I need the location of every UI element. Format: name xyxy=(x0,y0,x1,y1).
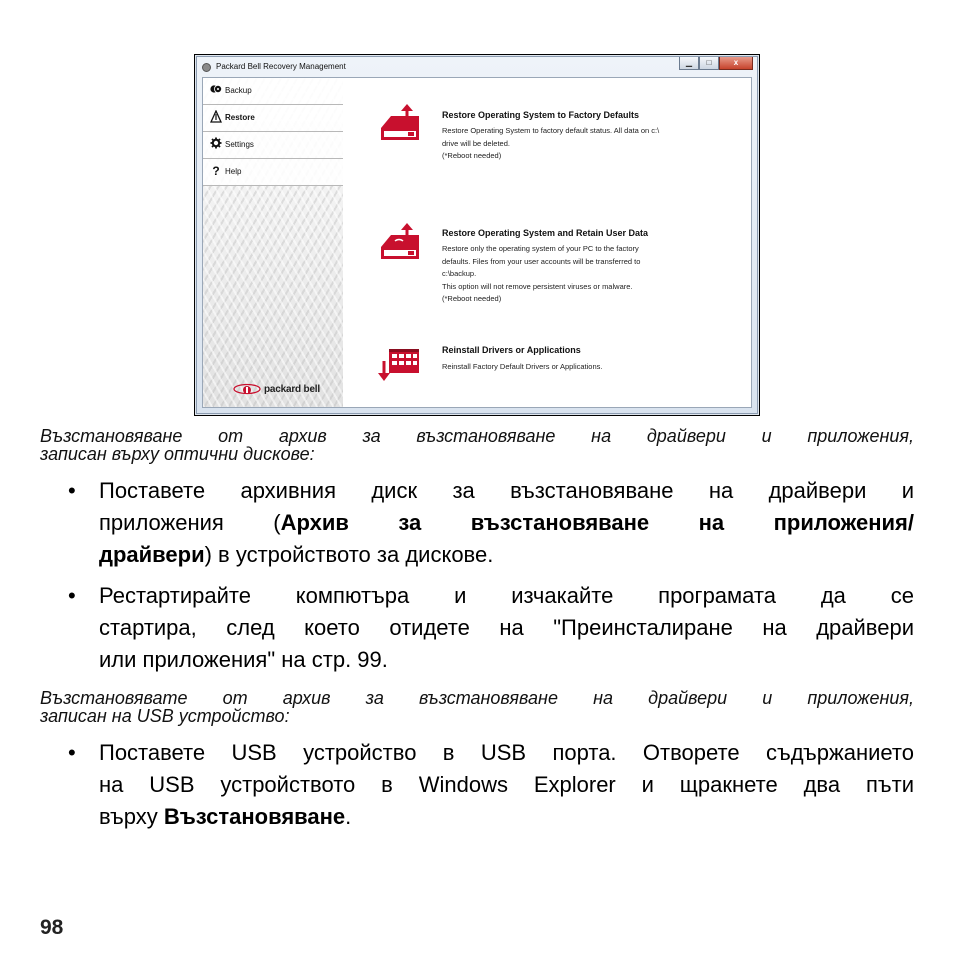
restore-factory-icon xyxy=(377,102,423,148)
sidebar-item-label: Restore xyxy=(225,113,255,122)
bullet-line xyxy=(99,539,914,571)
option-title: Restore Operating System to Factory Defaults xyxy=(442,110,640,120)
sidebar-item-backup[interactable] xyxy=(203,78,343,105)
sidebar xyxy=(203,78,343,407)
option-description-line: (*Reboot needed) xyxy=(442,294,502,303)
caption-line: Възстановявате от архив за възстановяване на драйвери и приложения, xyxy=(40,688,914,708)
restore-icon xyxy=(210,110,222,124)
help-icon: ? xyxy=(212,164,220,178)
sidebar-item-label: Settings xyxy=(225,140,254,149)
caption-usb-device xyxy=(40,689,914,725)
bullet-text xyxy=(99,737,914,833)
sidebar-item-settings[interactable] xyxy=(203,132,343,159)
option-description-line: drive will be deleted. xyxy=(442,138,510,148)
bold-text-run: Архив за възстановяване на приложения/ xyxy=(280,510,914,535)
option-description-line: This option will not remove persistent viruses or malware. xyxy=(442,281,633,291)
title-bar xyxy=(197,57,757,77)
window-client-area xyxy=(202,77,752,408)
text-run: приложения ( xyxy=(99,510,281,535)
bullet-line: стартира, след което отидете на "Преинсталиране на драйвери xyxy=(99,615,914,640)
window-controls xyxy=(679,57,753,72)
text-run: върху xyxy=(99,804,164,829)
recovery-management-screenshot xyxy=(194,54,760,416)
option-description-line: Restore Operating System to factory default status. All data on c:\ xyxy=(442,126,660,135)
maximize-button[interactable]: □ xyxy=(699,57,719,70)
option-description-line: (*Reboot needed) xyxy=(442,151,502,160)
bold-text-run: драйвери xyxy=(99,542,205,567)
option-description-line: defaults. Files from your user accounts will be transferred to xyxy=(442,256,641,266)
bold-text-run: Възстановяване xyxy=(163,804,346,829)
restore-retain-data-icon xyxy=(377,221,423,267)
sidebar-item-label: Help xyxy=(225,167,242,176)
page-number: 98 xyxy=(40,916,64,939)
backup-icon xyxy=(210,83,222,97)
option-description-line: Reinstall Factory Default Drivers or Applications. xyxy=(442,362,603,371)
packard-bell-logo xyxy=(233,381,320,397)
option-description-line: c:\backup. xyxy=(442,269,477,278)
bullet-mark: • xyxy=(68,740,76,765)
caption-optical-discs xyxy=(40,427,914,463)
sidebar-item-restore[interactable] xyxy=(203,105,343,132)
logo-text: packard bell xyxy=(264,383,320,395)
bullet-text xyxy=(99,475,914,571)
settings-icon xyxy=(210,137,222,151)
close-button[interactable]: x xyxy=(719,57,753,70)
app-icon xyxy=(202,63,211,72)
bullet-line: Поставете USB устройство в USB порта. Отворете съдържанието xyxy=(99,740,914,765)
reinstall-drivers-icon xyxy=(377,343,423,389)
option-description-line: Restore only the operating system of your PC to the factory xyxy=(442,244,639,253)
bullet-text xyxy=(99,580,914,676)
bullet-mark: • xyxy=(68,583,76,608)
bullet-line: Рестартирайте компютъра и изчакайте програмата да се xyxy=(99,583,914,608)
bullet-line: или приложения" на стр. 99. xyxy=(99,647,388,672)
sidebar-item-help[interactable] xyxy=(203,159,343,186)
text-run: . xyxy=(345,804,352,829)
bullet-line xyxy=(99,507,914,539)
caption-line: записан на USB устройство: xyxy=(40,706,290,726)
minimize-button[interactable]: ▁ xyxy=(679,57,699,70)
sidebar-item-label: Backup xyxy=(225,86,252,95)
bullet-line xyxy=(99,801,914,833)
app-window xyxy=(196,56,758,414)
bullet-line: Поставете архивния диск за възстановяване на драйвери и xyxy=(99,478,914,503)
option-title: Reinstall Drivers or Applications xyxy=(442,345,581,355)
caption-line: Възстановяване от архив за възстановяване на драйвери и приложения, xyxy=(40,426,914,446)
caption-line: записан върху оптични дискове: xyxy=(40,444,315,464)
option-title: Restore Operating System and Retain User Data xyxy=(442,228,649,238)
bullet-line: на USB устройството в Windows Explorer и щракнете два пъти xyxy=(99,772,914,797)
bullet-mark: • xyxy=(68,478,76,503)
window-title: Packard Bell Recovery Management xyxy=(216,62,346,71)
text-run: ) в устройството за дискове. xyxy=(204,542,494,567)
logo-emblem-icon xyxy=(233,381,261,397)
